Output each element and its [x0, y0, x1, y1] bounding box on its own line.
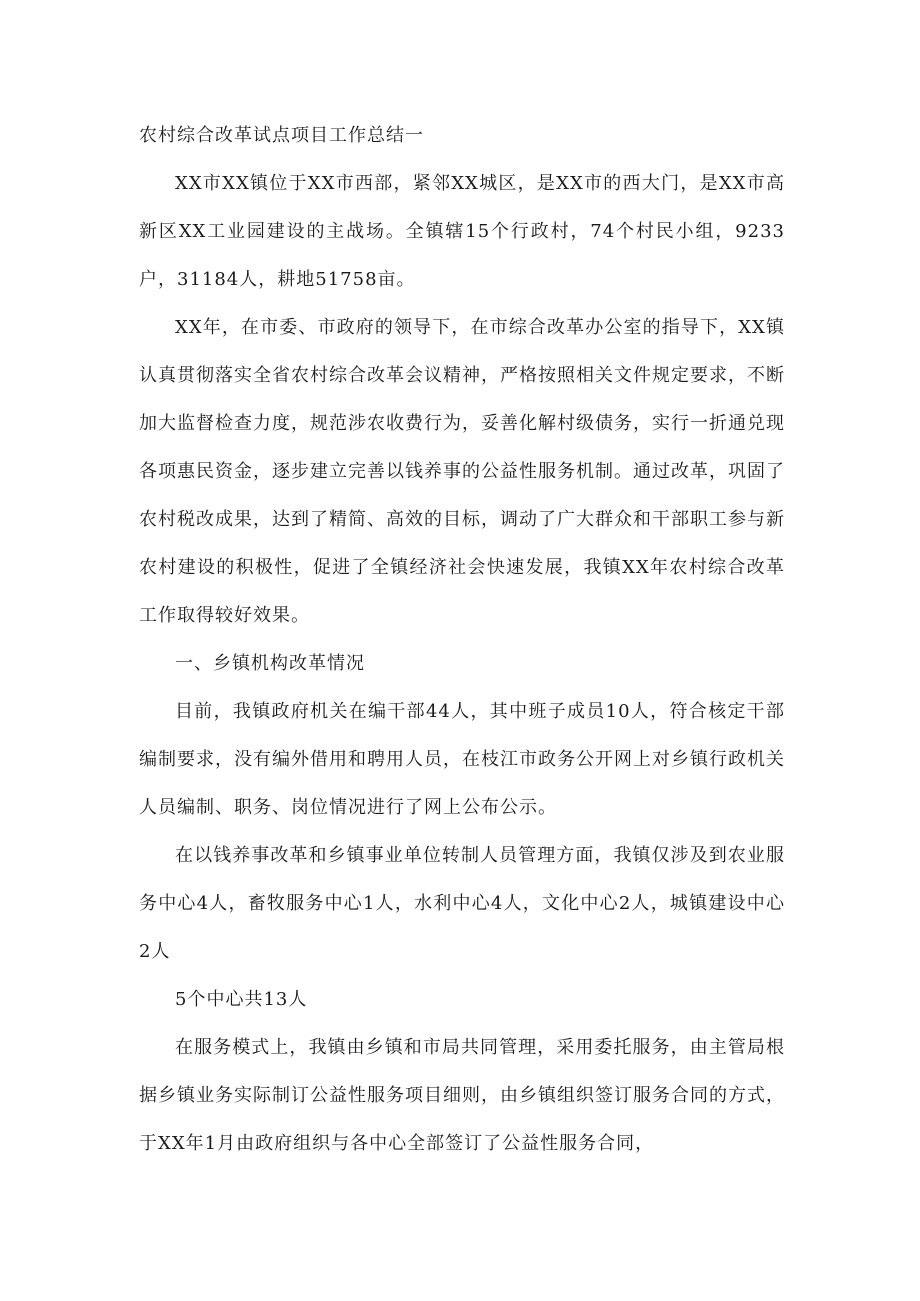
section1-paragraph-3: 5个中心共13人 — [175, 989, 308, 1010]
document-page — [139, 112, 785, 1168]
section-heading-1: 一、乡镇机构改革情况 — [175, 653, 365, 674]
intro-paragraph-1: XX市XX镇位于XX市西部，紧邻XX城区，是XX市的西大门，是XX市高新区XX工业园建设的主战场。全镇辖15个行政村，74个村民小组，9233户，31184人，耕地51758亩。 — [139, 173, 785, 290]
section1-paragraph-1: 目前，我镇政府机关在编干部44人，其中班子成员10人，符合核定干部编制要求，没有编外借用和聘用人员，在枝江市政务公开网上对乡镇行政机关人员编制、职务、岗位情况进行了网上公布公示。 — [139, 701, 785, 818]
document-title: 农村综合改革试点项目工作总结一 — [139, 125, 424, 146]
intro-paragraph-2: XX年，在市委、市政府的领导下，在市综合改革办公室的指导下，XX镇认真贯彻落实全省农村综合改革会议精神，严格按照相关文件规定要求，不断加大监督检查力度，规范涉农收费行为，妥善化解村级债务，实行一折通兑现各项惠民资金，逐步建立完善以钱养事的公益性服务机制。通过改革，巩固了农村税改成果，达到了精简、高效的目标，调动了广大群众和干部职工参与新农村建设的积极性，促进了全镇经济社会快速发展，我镇XX年农村综合改革工作取得较好效果。 — [139, 317, 785, 626]
section1-paragraph-4: 在服务模式上，我镇由乡镇和市局共同管理，采用委托服务，由主管局根据乡镇业务实际制订公益性服务项目细则，由乡镇组织签订服务合同的方式，于XX年1月由政府组织与各中心全部签订了公益性服务合同， — [139, 1037, 785, 1154]
section1-paragraph-2: 在以钱养事改革和乡镇事业单位转制人员管理方面，我镇仅涉及到农业服务中心4人，畜牧服务中心1人，水利中心4人，文化中心2人，城镇建设中心2人 — [139, 845, 785, 962]
